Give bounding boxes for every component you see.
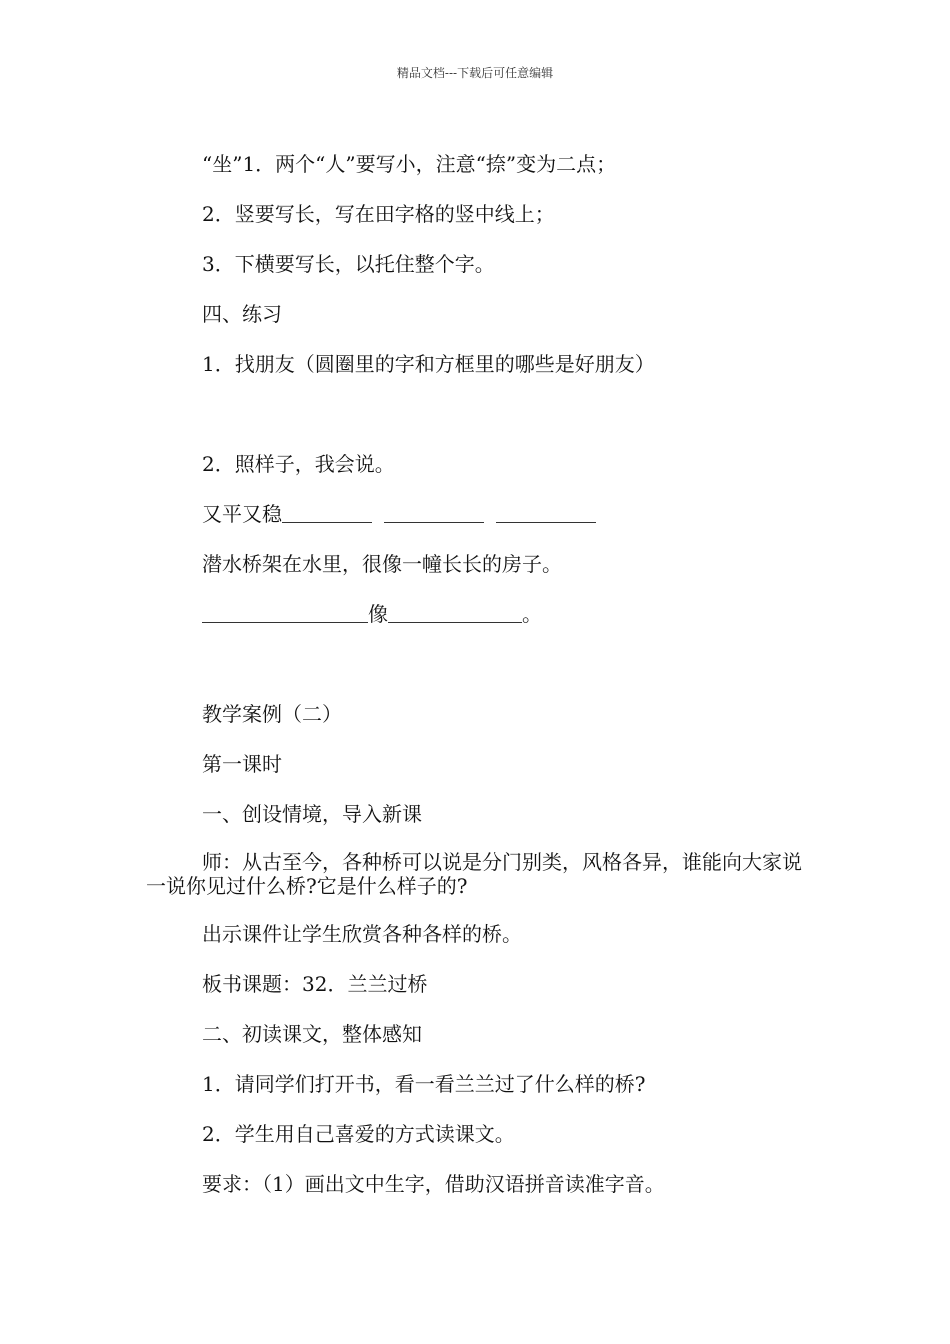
section-heading-intro: 一、创设情境，导入新课	[202, 802, 422, 826]
teacher-question: 师：从古至今，各种桥可以说是分门别类，风格各异，谁能向大家说一说你见过什么桥?它是什么样子的?	[146, 850, 802, 898]
stroke-note-1: “坐”1．两个“人”要写小，注意“捺”变为二点；	[202, 152, 617, 176]
fill-blank-line-2	[146, 600, 816, 628]
blank-line	[282, 502, 372, 523]
blank-line	[202, 602, 368, 623]
stroke-note-2: 2．竖要写长，写在田字格的竖中线上；	[202, 202, 555, 226]
requirement-1: 要求：（1）画出文中生字，借助汉语拼音读准字音。	[202, 1172, 665, 1196]
fill-blank-prefix: 又平又稳	[202, 502, 282, 526]
section-heading-practice: 四、练习	[202, 302, 282, 326]
blank-line	[384, 502, 484, 523]
example-sentence: 潜水桥架在水里，很像一幢长长的房子。	[202, 552, 562, 576]
fill-blank-line-1	[146, 500, 816, 528]
blank-line	[496, 502, 596, 523]
step-2: 2．学生用自己喜爱的方式读课文。	[202, 1122, 515, 1146]
lesson-period: 第一课时	[202, 752, 282, 776]
exercise-2: 2．照样子，我会说。	[202, 452, 395, 476]
show-courseware: 出示课件让学生欣赏各种各样的桥。	[202, 922, 522, 946]
exercise-1: 1．找朋友（圆圈里的字和方框里的哪些是好朋友）	[202, 352, 655, 376]
blank-line	[388, 602, 522, 623]
section-heading-reading: 二、初读课文，整体感知	[202, 1022, 422, 1046]
stroke-note-3: 3．下横要写长，以托住整个字。	[202, 252, 495, 276]
case-title: 教学案例（二）	[202, 702, 342, 726]
page-header: 精品文档---下载后可任意编辑	[396, 66, 554, 80]
fill-blank-end: 。	[522, 602, 542, 626]
document-body	[146, 142, 816, 1198]
fill-blank-middle: 像	[368, 602, 388, 626]
step-1: 1．请同学们打开书，看一看兰兰过了什么样的桥?	[202, 1072, 646, 1096]
board-title: 板书课题：32．兰兰过桥	[202, 972, 428, 996]
